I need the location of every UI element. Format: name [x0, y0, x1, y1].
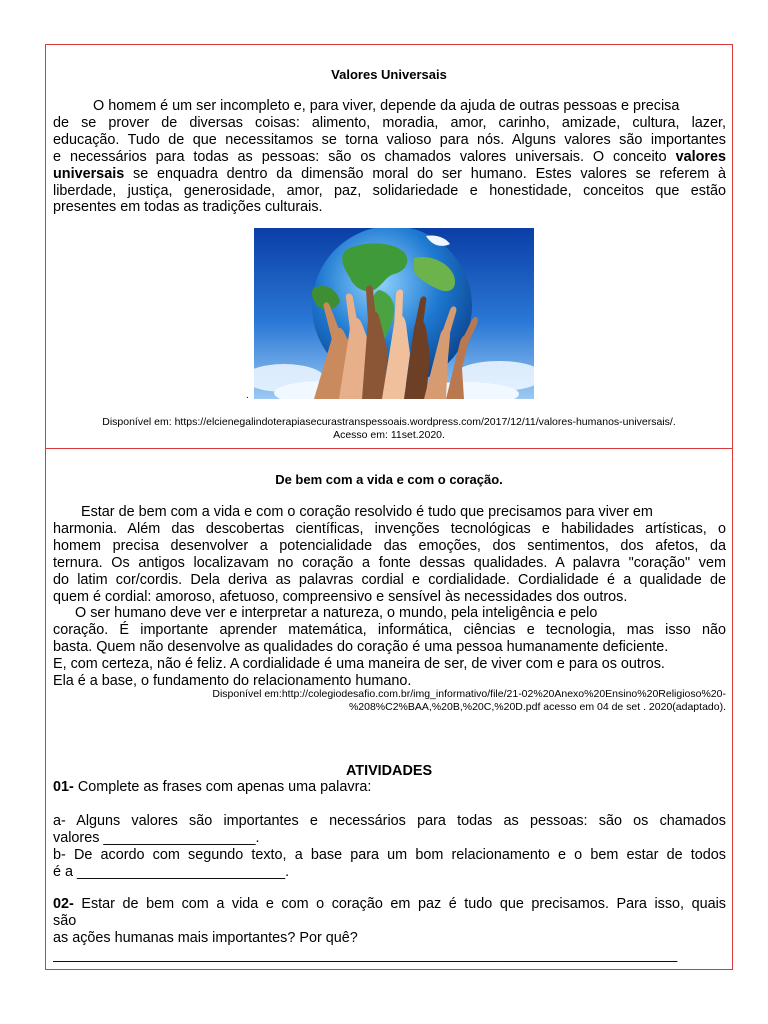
question-1-prompt: Complete as frases com apenas uma palavra:: [77, 779, 372, 795]
stray-dot: .: [246, 390, 249, 401]
section1-paragraph: O homem é um ser incompleto e, para viver, depende da ajuda de outras pessoas e precisa de se prover de diversas coisas: alimento, moradia, amor, carinho, amizade, cultura, lazer, educação. Tudo de que necessitamos se torna valioso para nós. Alguns valores são importantes e necessários para todas as pessoas: são os chamados valores universais. O conceito valores universais se enquadra dentro da dimensão moral do ser humano. Estes valores se referem à liberdade, justiça, generosidade, amor, paz, solidariedade e honestidade, conceitos que estão presentes em todas as tradições culturais.: [53, 98, 727, 216]
question-1-number: 01-: [53, 779, 74, 795]
question-2: 02- Estar de bem com a vida e com o coração em paz é tudo que precisamos. Para isso, quais são as ações humanas mais importantes? Por quê? ______________________________________________________________________________: [53, 896, 727, 963]
section2-source-access: %208%C2%BAA,%20B,%20C,%20D.pdf acesso em 04 de set . 2020(adaptado).: [348, 701, 726, 713]
section1-source-url: Disponível em: https://elcienegalindoterapiasecurastranspessoais.wordpress.com/2017/12/11/valores-humanos-universais/.: [102, 416, 676, 428]
question-1b-blank[interactable]: é a __________________________.: [53, 863, 290, 880]
question-1b: b- De acordo com segundo texto, a base para um bom relacionamento e o bem estar de todos é a __________________________.: [53, 847, 726, 880]
section-divider: [46, 448, 732, 449]
question-2-answer-line[interactable]: ______________________________________________________________________________: [53, 946, 678, 963]
globe-hands-image: [254, 228, 534, 399]
section2-source-url: Disponível em:http://colegiodesafio.com.br/img_informativo/file/21-02%20Anexo%20Ensino%20Religioso%20-: [212, 688, 726, 700]
section2-title: De bem com a vida e com o coração.: [275, 472, 503, 487]
question-1a: a- Alguns valores são importantes e necessários para todas as pessoas: são os chamados valores ___________________.: [53, 813, 726, 846]
section2-source: [212, 688, 726, 714]
question-2-number: 02-: [53, 896, 74, 912]
section2-paragraph2: O ser humano deve ver e interpretar a natureza, o mundo, pela inteligência e pelo coração. É importante aprender matemática, informática, ciências e tecnologia, mas isso não basta. Quem não desenvolve as qualidades do coração é uma pessoa humanamente deficiente. E, com certeza, não é feliz. A cordialidade é uma maneira de ser, de viver com e para os outros. Ela é a base, o fundamento do relacionamento humano.: [53, 605, 726, 689]
section1-source-access: Acesso em: 11set.2020.: [333, 429, 445, 441]
section1-source: [46, 416, 732, 442]
worksheet-frame: [45, 44, 733, 970]
question-1a-blank[interactable]: valores ___________________.: [53, 829, 260, 846]
section2-paragraph1: Estar de bem com a vida e com o coração resolvido é tudo que precisamos para viver em harmonia. Além das descobertas científicas, invenções tecnológicas e habilidades artísticas, o homem precisa desenvolver a potencialidade das emoções, dos sentimentos, dos afetos, da ternura. Os antigos localizavam no coração a fonte dessas qualidades. A palavra "coração" vem do latim cor/cordis. Dela deriva as palavras cordial e cordialidade. Cordialidade é a qualidade de quem é cordial: amoroso, afetuoso, compreensivo e sensível às necessidades dos outros.: [53, 504, 726, 605]
activities-heading: ATIVIDADES: [345, 763, 433, 779]
question-1: [53, 779, 726, 796]
section1-title: Valores Universais: [331, 67, 447, 82]
question-2-prompt: Estar de bem com a vida e com o coração em paz é tudo que precisamos. Para isso, quais: [81, 896, 727, 912]
